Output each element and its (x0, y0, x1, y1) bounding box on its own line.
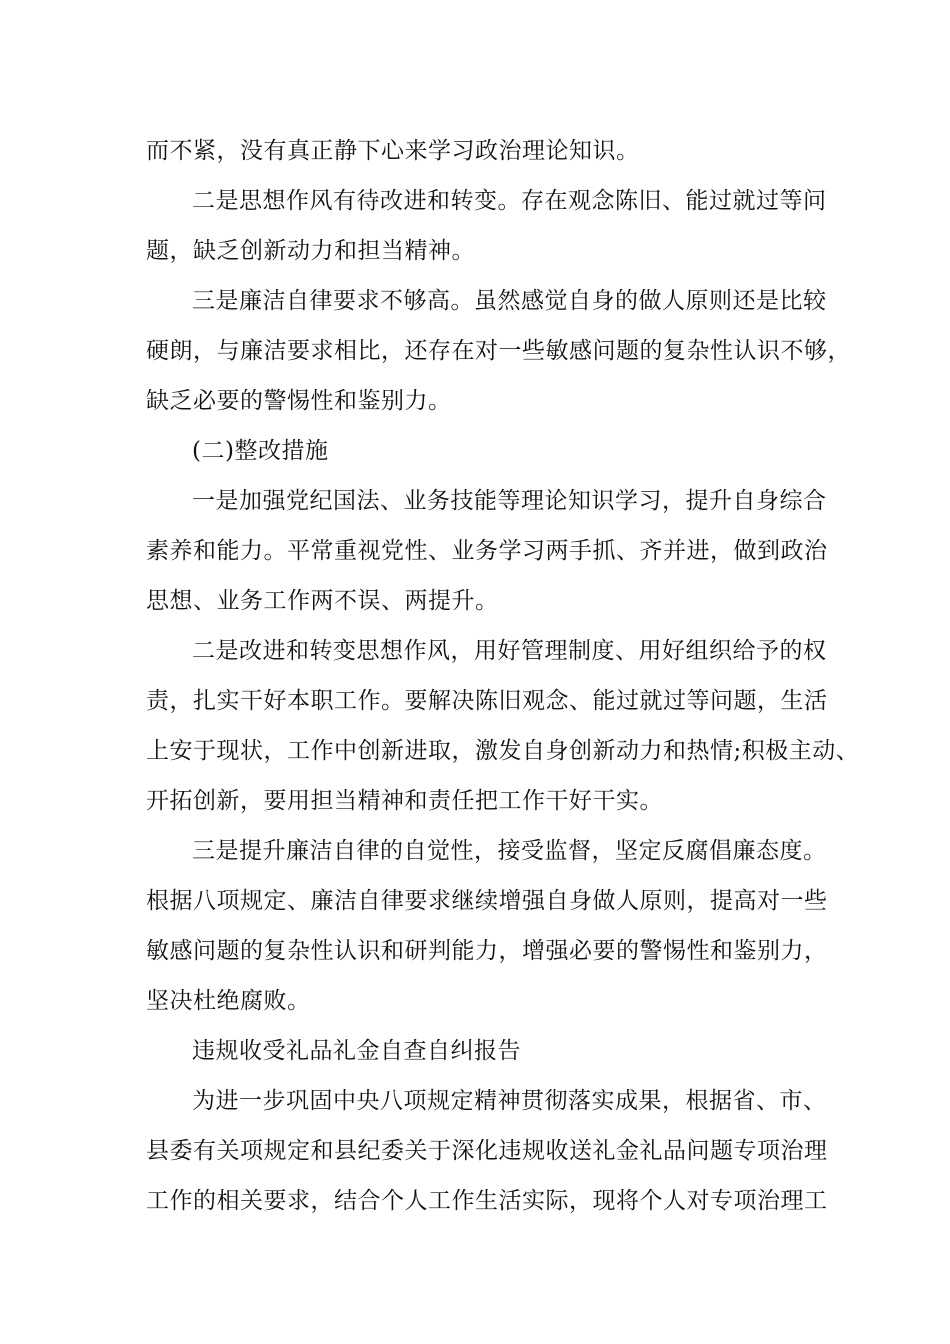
text-line: 敏感问题的复杂性认识和研判能力，增强必要的警惕性和鉴别力， (146, 938, 828, 964)
text-line: 而不紧，没有真正静下心来学习政治理论知识。 (146, 138, 640, 164)
text-line: 三是提升廉洁自律的自觉性，接受监督，坚定反腐倡廉态度。 (192, 838, 827, 864)
text-line: 工作的相关要求，结合个人工作生活实际，现将个人对专项治理工 (146, 1188, 828, 1214)
text-line: 题，缺乏创新动力和担当精神。 (146, 238, 475, 264)
text-line: 硬朗，与廉洁要求相比，还存在对一些敏感问题的复杂性认识不够， (146, 338, 851, 364)
text-line: 上安于现状，工作中创新进取，激发自身创新动力和热情;积极主动、 (146, 738, 860, 764)
text-line: 素养和能力。平常重视党性、业务学习两手抓、齐并进，做到政治 (146, 538, 828, 564)
text-line: 根据八项规定、廉洁自律要求继续增强自身做人原则，提高对一些 (146, 888, 828, 914)
text-line: 责，扎实干好本职工作。要解决陈旧观念、能过就过等问题，生活 (146, 688, 828, 714)
text-line: 二是改进和转变思想作风，用好管理制度、用好组织给予的权 (192, 638, 827, 664)
text-line: 坚决杜绝腐败。 (146, 988, 311, 1014)
text-line: 一是加强党纪国法、业务技能等理论知识学习，提升自身综合 (192, 488, 827, 514)
text-line: 开拓创新，要用担当精神和责任把工作干好干实。 (146, 788, 663, 814)
text-line: 缺乏必要的警惕性和鉴别力。 (146, 388, 452, 414)
text-line: 三是廉洁自律要求不够高。虽然感觉自身的做人原则还是比较 (192, 288, 827, 314)
text-line: 县委有关项规定和县纪委关于深化违规收送礼金礼品问题专项治理 (146, 1138, 828, 1164)
report-title: 违规收受礼品礼金自查自纠报告 (192, 1038, 521, 1064)
text-line: 为进一步巩固中央八项规定精神贯彻落实成果，根据省、市、 (192, 1088, 827, 1114)
text-line: 思想、业务工作两不误、两提升。 (146, 588, 499, 614)
section-heading: (二)整改措施 (192, 438, 329, 464)
text-line: 二是思想作风有待改进和转变。存在观念陈旧、能过就过等问 (192, 188, 827, 214)
